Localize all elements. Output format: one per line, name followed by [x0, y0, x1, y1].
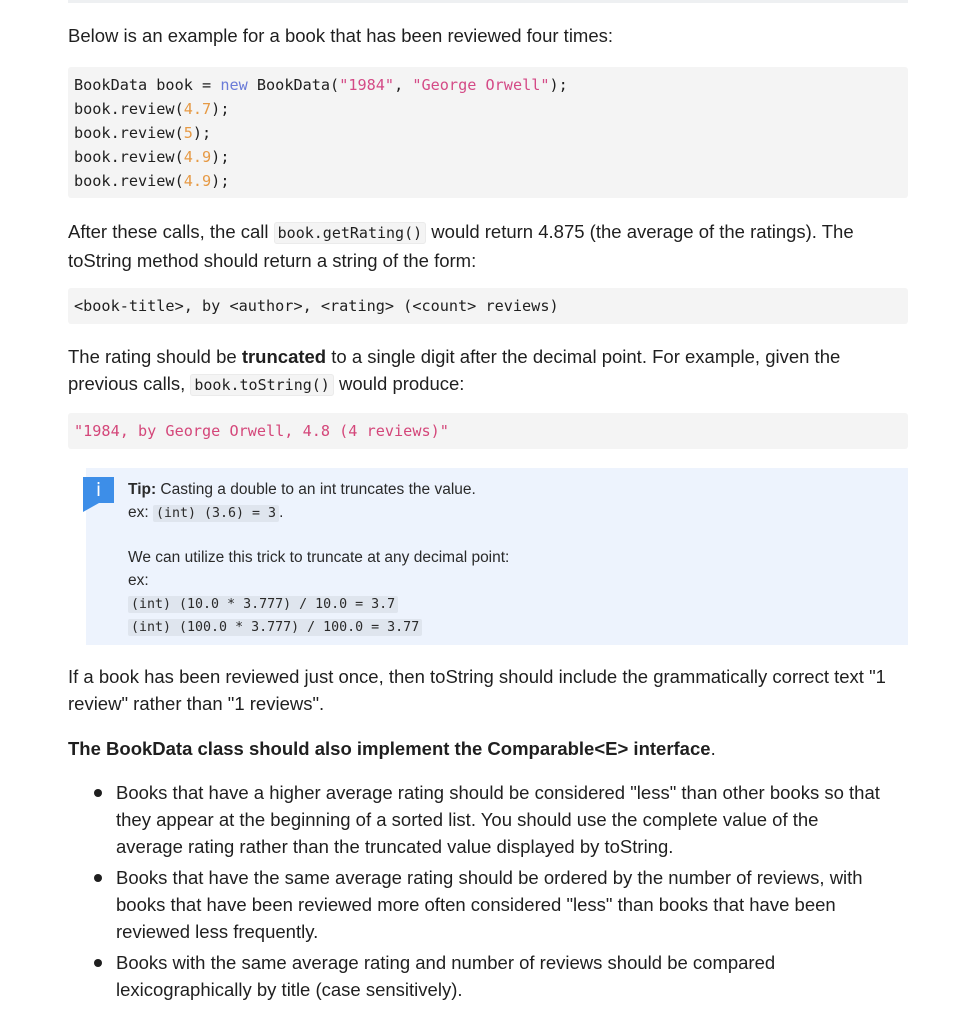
- code-line-review: book.review(4.9);: [74, 148, 230, 166]
- info-icon-tail: [83, 503, 99, 512]
- info-icon: i: [83, 477, 114, 503]
- intro-paragraph: Below is an example for a book that has been reviewed four times:: [68, 25, 614, 46]
- tip-inline-code: (int) (3.6) = 3: [153, 505, 279, 522]
- tip-code-line: (int) (100.0 * 3.777) / 100.0 = 3.77: [128, 619, 422, 636]
- list-item: Books that have a higher average rating should be considered "less" than other books so that they appear at the beginning of a sorted list. You should use the complete value of the average rating rather than the truncated value displayed by toString.: [94, 779, 904, 860]
- review-example-code: [68, 67, 908, 198]
- inline-code-tostring: book.toString(): [190, 374, 333, 396]
- output-code-block: "1984, by George Orwell, 4.8 (4 reviews)": [68, 413, 908, 449]
- get-rating-paragraph: After these calls, the call book.getRating() would return 4.875 (the average of the ratings). The toString method should return a string of the form:: [68, 221, 854, 271]
- comparison-rules-list: [94, 779, 904, 1007]
- format-code-block: <book-title>, by <author>, <rating> (<count> reviews): [68, 288, 908, 324]
- code-line-review: book.review(4.9);: [74, 172, 230, 190]
- truncate-paragraph: The rating should be truncated to a single digit after the decimal point. For example, given the previous calls, book.toString() would produce:: [68, 346, 841, 394]
- code-line-review: book.review(5);: [74, 124, 212, 142]
- bullet-icon: [94, 874, 102, 882]
- code-line-review: book.review(4.7);: [74, 100, 230, 118]
- code-line-constructor: BookData book = new BookData("1984", "George Orwell");: [74, 76, 568, 94]
- bullet-icon: [94, 959, 102, 967]
- inline-code-getrating: book.getRating(): [274, 222, 427, 244]
- bullet-icon: [94, 789, 102, 797]
- tip-body: Tip: Casting a double to an int truncates the value. ex: (int) (3.6) = 3 . We can utilize this trick to truncate at any decimal point: ex: (int) (10.0 * 3.777) / 10.0 = 3.7 (int) (100.0 * 3.777) / 100.0 = 3.77: [128, 481, 510, 635]
- top-divider: [68, 0, 908, 3]
- tip-callout: [86, 468, 908, 645]
- one-review-paragraph: If a book has been reviewed just once, then toString should include the grammatically correct text "1 review" rather than "1 reviews".: [68, 666, 886, 714]
- comparable-heading: The BookData class should also implement the Comparable<E> interface.: [68, 738, 716, 759]
- list-item: Books that have the same average rating should be ordered by the number of reviews, with books that have been reviewed more often considered "less" than books that have been reviewed less frequently.: [94, 864, 904, 945]
- tip-code-line: (int) (10.0 * 3.777) / 10.0 = 3.7: [128, 596, 398, 613]
- list-item: Books with the same average rating and number of reviews should be compared lexicographically by title (case sensitively).: [94, 949, 904, 1003]
